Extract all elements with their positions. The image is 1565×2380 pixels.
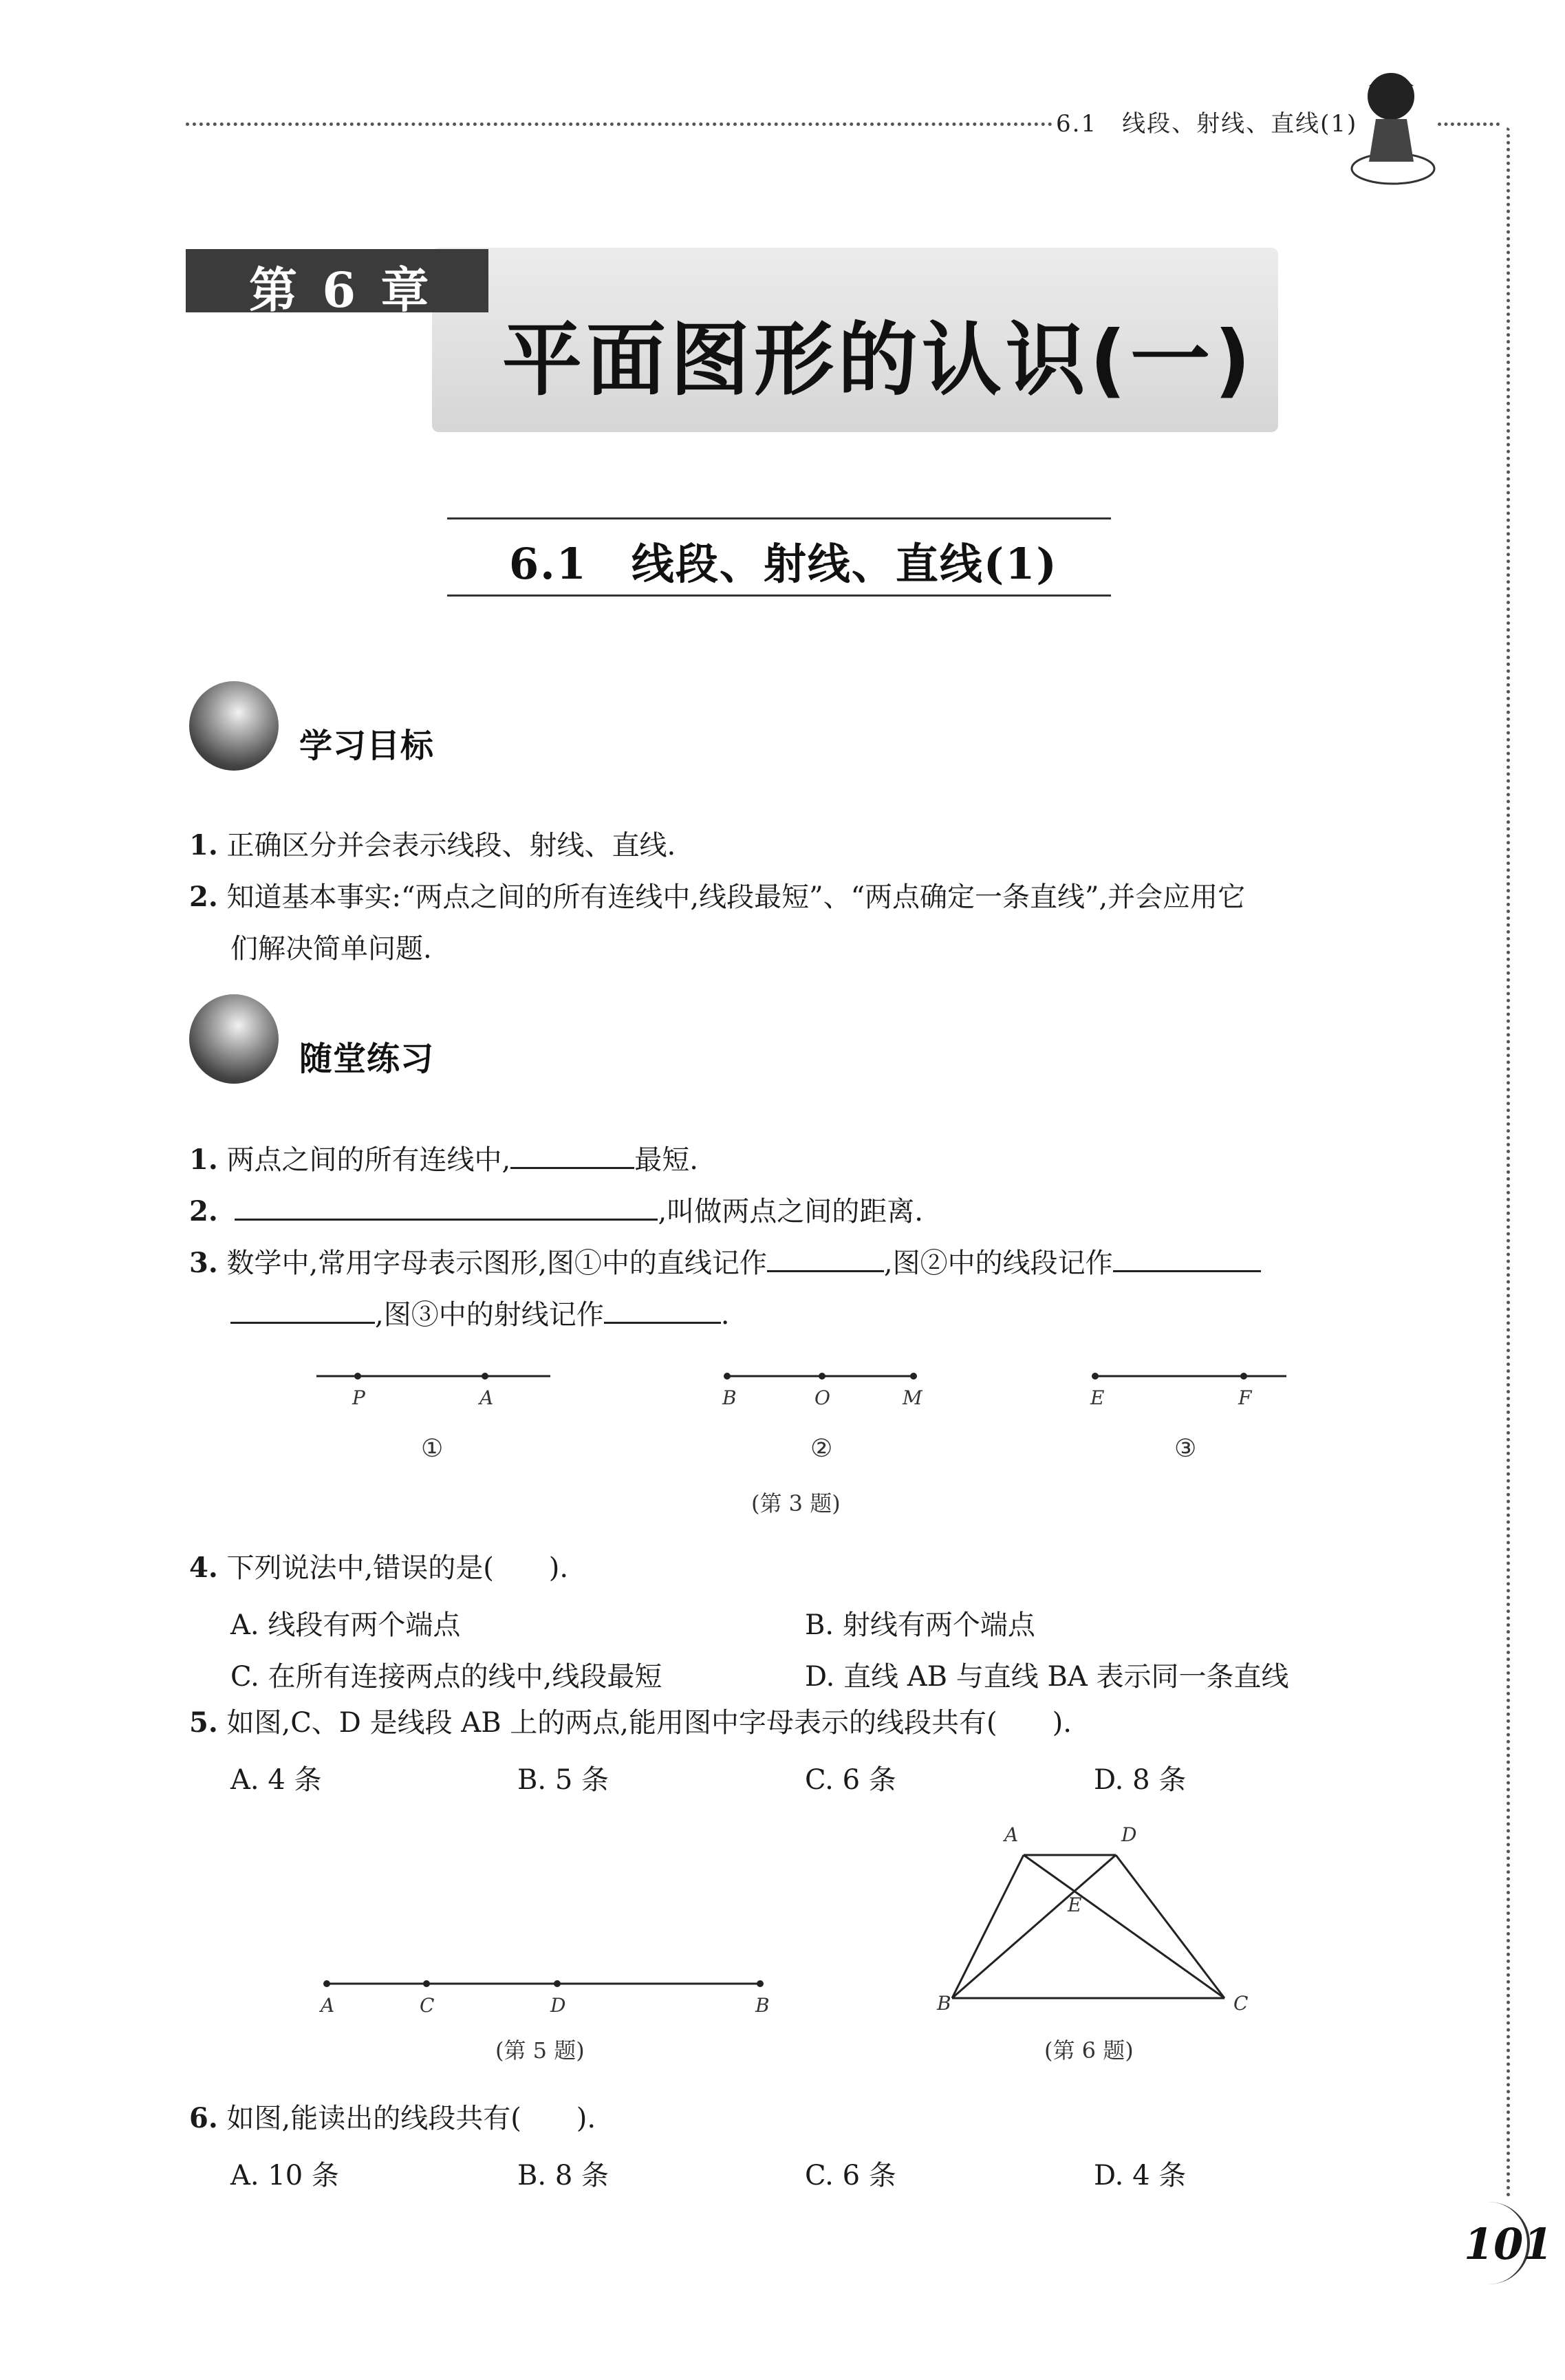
figure-3-2-mark: ②	[810, 1435, 833, 1463]
figure-3-3-label-f: F	[1238, 1386, 1252, 1409]
question-6-option-a[interactable]: A. 10 条	[230, 2160, 339, 2191]
question-4-option-a[interactable]: A. 线段有两个端点	[230, 1609, 461, 1641]
question-5-option-b[interactable]: B. 5 条	[517, 1764, 609, 1796]
question-4-stem: 下列说法中,错误的是( ).	[226, 1552, 569, 1584]
figure-5-label-a: A	[321, 1994, 335, 2017]
objective-2	[189, 881, 1245, 914]
question-2-blank[interactable]	[235, 1194, 658, 1221]
question-2-text-post: ,叫做两点之间的距离.	[658, 1196, 923, 1227]
section-title: 6.1 线段、射线、直线(1)	[509, 539, 1058, 589]
question-3-text-pre: 数学中,常用字母表示图形,图①中的直线记作	[226, 1247, 767, 1279]
question-6	[189, 2102, 596, 2135]
figure-6-segment-bd	[952, 1855, 1116, 1998]
figure-6-segment-dc	[1116, 1855, 1224, 1998]
figure-6-label-e: E	[1068, 1894, 1082, 1916]
figure-5-point-d	[554, 1980, 561, 1987]
objective-1-number: 1.	[189, 829, 218, 861]
running-header: 6.1 线段、射线、直线(1)	[1056, 110, 1358, 138]
question-6-option-d[interactable]: D. 4 条	[1094, 2160, 1187, 2191]
figure-5-point-b	[757, 1980, 764, 1987]
figure-3-3-mark: ③	[1174, 1435, 1197, 1463]
figure-5-segment	[316, 1973, 770, 1994]
question-6-option-c[interactable]: C. 6 条	[805, 2160, 896, 2191]
question-3-text-mid: ,图②中的线段记作	[883, 1247, 1113, 1279]
figure-3-lines	[303, 1366, 1293, 1386]
question-5-stem: 如图,C、D 是线段 AB 上的两点,能用图中字母表示的线段共有( ).	[226, 1707, 1072, 1739]
figure-3-1-mark: ①	[421, 1435, 444, 1463]
mascot-illustration	[1348, 65, 1438, 189]
figure-6-label-a: A	[1004, 1823, 1019, 1846]
figure-5-point-c	[423, 1980, 430, 1987]
question-5-option-a[interactable]: A. 4 条	[230, 1764, 322, 1796]
objective-2-number: 2.	[189, 881, 218, 913]
figure-3-caption: (第 3 题)	[751, 1490, 841, 1516]
globe-icon	[189, 994, 279, 1084]
chapter-title: 平面图形的认识(一)	[502, 314, 1255, 407]
figure-3-3-label-e: E	[1090, 1386, 1105, 1409]
figure-6-caption: (第 6 题)	[1044, 2037, 1134, 2063]
figure-6-label-b: B	[937, 1992, 951, 2015]
figure-3-3-point-f	[1240, 1373, 1247, 1380]
header-dotted-rule-end	[1438, 122, 1500, 126]
figure-5-label-c: C	[420, 1994, 435, 2017]
figure-3-1-label-p: P	[352, 1386, 365, 1409]
question-1-text-post: 最短.	[634, 1144, 698, 1176]
question-1-number: 1.	[189, 1144, 218, 1176]
question-3-number: 3.	[189, 1247, 218, 1279]
figure-6-trapezoid	[942, 1844, 1238, 2009]
right-margin-dotted-rule	[1507, 127, 1510, 2198]
question-6-option-b[interactable]: B. 8 条	[517, 2160, 609, 2191]
figure-3-1-label-a: A	[479, 1386, 494, 1409]
section-title-rule-top	[447, 517, 1111, 519]
objective-1	[189, 829, 676, 862]
question-4-option-c[interactable]: C. 在所有连接两点的线中,线段最短	[230, 1661, 662, 1693]
objective-2-continued: 们解决简单问题.	[230, 933, 432, 965]
figure-3-2-point-o	[819, 1373, 825, 1380]
figure-3-2-label-b: B	[722, 1386, 737, 1409]
chapter-label-tab	[186, 249, 488, 319]
question-3-blank-1[interactable]	[767, 1245, 884, 1272]
figure-3-2-point-b	[724, 1373, 731, 1380]
header-dotted-rule	[186, 122, 1053, 126]
chapter-label: 第 6 章	[249, 261, 433, 319]
practice-heading: 随堂练习	[299, 1040, 435, 1078]
question-1-text-pre: 两点之间的所有连线中,	[226, 1144, 511, 1176]
figure-5-label-b: B	[755, 1994, 770, 2017]
figure-5-point-a	[323, 1980, 330, 1987]
question-4-option-b[interactable]: B. 射线有两个端点	[805, 1609, 1035, 1641]
objectives-heading: 学习目标	[299, 727, 435, 765]
question-3-blank-2a[interactable]	[1113, 1245, 1261, 1272]
figure-3-2-point-m	[910, 1373, 917, 1380]
question-6-number: 6.	[189, 2102, 218, 2134]
figure-3-2-label-m: M	[903, 1386, 922, 1409]
question-1-blank[interactable]	[510, 1142, 634, 1169]
page-number: 101	[1464, 2219, 1553, 2269]
question-1	[189, 1142, 698, 1177]
figure-3-3-point-e	[1092, 1373, 1099, 1380]
objective-1-text: 正确区分并会表示线段、射线、直线.	[226, 830, 676, 861]
question-5	[189, 1706, 1072, 1739]
question-5-option-d[interactable]: D. 8 条	[1094, 1764, 1187, 1796]
figure-3-1-point-p	[354, 1373, 361, 1380]
objective-2-text: 知道基本事实:“两点之间的所有连线中,线段最短”、“两点确定一条直线”,并会应用它	[226, 881, 1246, 913]
figure-3-2-label-o: O	[814, 1386, 830, 1409]
question-3-text-mid2: ,图③中的射线记作	[375, 1299, 604, 1331]
question-3-blank-3[interactable]	[604, 1297, 721, 1324]
sphere-icon	[189, 681, 279, 771]
question-3-text-end: .	[720, 1299, 730, 1331]
question-2	[189, 1194, 923, 1228]
figure-6-label-d: D	[1121, 1823, 1137, 1846]
question-3	[189, 1245, 1261, 1280]
section-title-rule-bottom	[447, 594, 1111, 597]
question-6-stem: 如图,能读出的线段共有( ).	[226, 2103, 596, 2134]
figure-6-label-c: C	[1233, 1992, 1249, 2015]
figure-5-label-d: D	[550, 1994, 566, 2017]
figure-3-1-point-a	[482, 1373, 488, 1380]
question-4-option-d[interactable]: D. 直线 AB 与直线 BA 表示同一条直线	[805, 1661, 1289, 1693]
figure-5-caption: (第 5 题)	[495, 2037, 585, 2063]
question-5-number: 5.	[189, 1706, 218, 1739]
question-4	[189, 1552, 568, 1585]
question-2-number: 2.	[189, 1195, 218, 1227]
question-5-option-c[interactable]: C. 6 条	[805, 1764, 896, 1796]
question-4-number: 4.	[189, 1552, 218, 1584]
figure-6-segment-ab	[952, 1855, 1024, 1998]
question-3-continued	[230, 1297, 729, 1331]
question-3-blank-2b[interactable]	[230, 1297, 375, 1324]
figure-6-segment-ac	[1024, 1855, 1224, 1998]
